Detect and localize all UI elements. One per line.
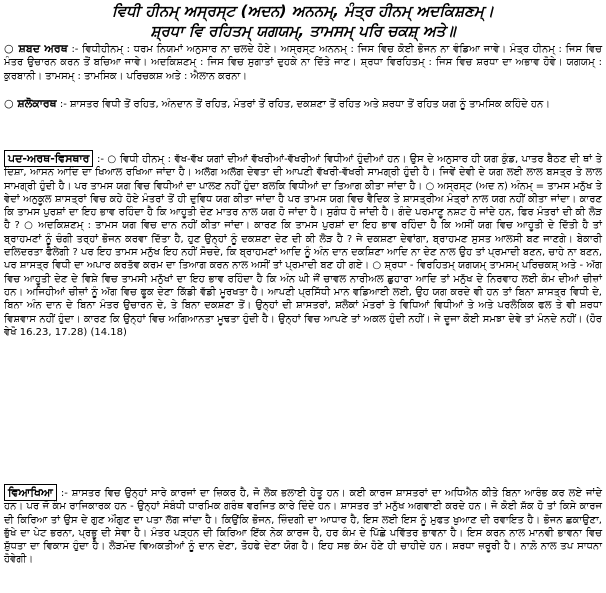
section-label-vyakhia: ਵਿਆਖਿਆ xyxy=(4,484,57,501)
shloka-line-1: ਵਿਧੀ ਹੀਨਮ੍ ਅਸ੍ਰਸ੍ਟ (ਅਦਨ) ਅਨਨਮ੍, ਮੰਤ੍ਰ ਹੀਨਮ੍ ਅਦਕਿਸ਼ਣਮ੍। xyxy=(111,2,494,20)
section-text-shlokarth: :- ਸ਼ਾਸਤਰ ਵਿਧੀ ਤੋਂ ਰਹਿਤ, ਅੰਨਦਾਨ ਤੋਂ ਰਹਿਤ, ਮੰਤਰਾਂ ਤੋਂ ਰਹਿਤ, ਦਕਸ਼ਣਾ ਤੋਂ ਰਹਿਤ ਅਤੇ ਸ਼ਰਧਾ ਤੋਂ ਰਹਿਤ ਯਗ ਨੂੰ ਤਾਮਸਿਕ ਕਹਿੰਦੇ ਹਨ। xyxy=(59,99,550,110)
section-text-vyakhia: :- ਸ਼ਾਸਤਰ ਵਿਚ ਉਨ੍ਹਾਂ ਸਾਰੇ ਕਾਰਜਾਂ ਦਾ ਜ਼ਿਕਰ ਹੈ, ਜੋ ਲੋਕ ਭਲਾਈ ਹੇਤੂ ਹਨ। ਕਈ ਕਾਰਜ ਸ਼ਾਸਤਰਾਂ ਦਾ ਅਧਿਐਨ ਕੀਤੇ ਬਿਨਾ ਆਰੰਭ ਕਰ ਲਏ ਜਾਂਦੇ ਹਨ। ਪਰ ਜੋ ਕੰਮ ਰਾਜਿਕਾਰਕ ਹਨ - ਉਨ੍ਹਾਂ ਸੰਬੰਧੀ ਧਾਰਮਿਕ ਗਰੰਥ ਵਰਜਿਤ ਕਾਰੇ ਦਿੰਦੇ ਹਨ। ਸ਼ਾਸਤਰ ਤਾਂ ਮਨੁੱਖ ਅਗਵਾਈ ਕਰਦੇ ਹਨ। ਜੋ ਕੋਈ ਸ਼ੱਕ ਹੋ ਤਾਂ ਕਿਸੇ ਕਾਰਜ ਦੀ ਕਿਰਿਆ ਤਾਂ ਉਸ ਦੇ ਗੁਣ ਔਗੁਣ ਦਾ ਪਤਾ ਲੱਗ ਜਾਂਦਾ ਹੈ। ਕਿਉਂਕਿ ਭੋਜਨ, ਜ਼ਿੰਦਗੀ ਦਾ ਆਧਾਰ ਹੈ, ਇਸ ਲਈ ਇਸ ਨੂੰ ਮੁਫਤ ਖੁਆਣ ਦੀ ਰਵਾਇਤ ਹੈ। ਭੋਜਨ ਛਕਾਉਣਾ, ਭੁੱਖੇ ਦਾ ਪੇਟ ਭਰਨਾ, ਪ੍ਰਭੂ ਦੀ ਸੇਵਾ ਹੈ। ਮੰਤਰ ਪੜ੍ਹਨ ਦੀ ਕਿਰਿਆ ਇੱਕ ਨੇਕ ਕਾਰਜ ਹੈ, ਹਰ ਕੰਮ ਦੇ ਪਿੱਛੇ ਪਵਿੱਤਰ ਭਾਵਨਾ ਹੈ। ਇਸ ਕਰਨ ਨਾਲ ਮਾਨਵੀ ਭਾਵਨਾ ਵਿਚ ਸ਼ੁੱਧਤਾ ਦਾ ਵਿਕਾਸ ਹੁੰਦਾ ਹੈ। ਲੋੜਮੰਦ ਵਿਅਕਤੀਆਂ ਨੂੰ ਦਾਨ ਦੇਣਾ, ਤੋਹਫੇ ਦੇਣਾ ਯੋਗ ਹੈ। ਇਹ ਸਭ ਕੰਮ ਹੋਣੇ ਹੀ ਚਾਹੀਦੇ ਹਨ। ਸ਼ਰਧਾ ਜ਼ਰੂਰੀ ਹੈ। ਨਾਲ਼ੋ ਨਾਲ ਤਪ ਸਾਧਨਾ ਹੋਵੇਗੀ। xyxy=(4,488,602,566)
section-shlokarth xyxy=(4,97,602,111)
section-text-shabad-arth: :- ਵਿਧੀਹੀਨਮ੍ : ਧਰਮ ਨਿਯਮਾਂ ਅਨੁਸਾਰ ਨਾ ਚਲਦੇ ਹੋਏ। ਅਸ੍ਰਸ੍ਟ ਅਨਨਮ੍ : ਜਿਸ ਵਿਚ ਕੋਈ ਭੋਜਨ ਨਾ ਵੰਡਿਆ ਜਾਵੇ। ਮੰਤ੍ਰ ਹੀਨਮ੍ : ਜਿਸ ਵਿਚ ਮੰਤਰ ਉਚਾਰਨ ਕਰਨ ਤੋਂ ਬਚਿਆ ਜਾਵੇ। ਅਦਕਿਸ਼ਣਮ੍ : ਜਿਸ ਵਿਚ ਸੁਗਾਤਾਂ ਦੁਹਕੇ ਨਾ ਦਿੱਤੇ ਜਾਣ। ਸ਼੍ਰਧਾ ਵਿਰਹਿਤਮ੍ : ਜਿਸ ਵਿਚ ਸ਼ਰਧਾ ਦਾ ਅਭਾਵ ਹੋਵੇ। ਯਗਯਮ੍ : ਕੁਰਬਾਨੀ। ਤਾਮਸਮ੍ : ਤਾਮਸਿਕ। ਪਰਿਚਕਸ਼ ਅਤੇ : ਐਲਾਨ ਕਰਨਾ। xyxy=(4,44,602,82)
section-vyakhia xyxy=(4,486,602,567)
shloka-line-2: ਸ਼੍ਰਧਾ ਵਿ ਰਹਿਤਮ੍ ਯਗਯਮ੍, ਤਾਮਸਮ੍ ਪਰਿ ਚਕਸ਼੍ ਅਤੇ॥ xyxy=(150,22,456,40)
section-label-pad-arth: ਪਦ-ਅਰਥ-ਵਿਸਥਾਰ xyxy=(4,150,93,167)
section-label-shlokarth: ○ ਸ਼ਲੋਕਾਰਥ xyxy=(4,97,57,110)
section-shabad-arth xyxy=(4,42,602,83)
section-text-pad-arth: :- ○ ਵਿਧੀ ਹੀਨਮ੍ : ਵੱਖ-ਵੱਖ ਯਗਾਂ ਦੀਆਂ ਵੱਖਰੀਆਂ-ਵੱਖਰੀਆਂ ਵਿਧੀਆਂ ਹੁੰਦੀਆਂ ਹਨ। ਉਸ ਦੇ ਅਨੁਸਾਰ ਹੀ ਯਗ ਕੁੰਡ, ਪਾਤਰ ਬੈਠਣ ਦੀ ਥਾਂ ਤੇ ਦਿਸ਼ਾ, ਆਸਨ ਆਦਿ ਦਾ ਖਿਆਲ ਰਖਿਆ ਜਾਂਦਾ ਹੈ। ਅਲੱਗ ਅਲੱਗ ਦੇਵਤਾ ਦੀ ਆਪਣੀ ਵੱਖਰੀ-ਵੱਖਰੀ ਸਾਮਗ੍ਰੀ ਹੁੰਦੀ ਹੈ। ਜਿਵੇਂ ਦੇਵੀ ਦੇ ਯਗ ਲਈ ਲਾਲ ਬਸਤ੍ਰ ਤੇ ਲਾਲ ਸਾਮਗ੍ਰੀ ਹੁੰਦੀ ਹੈ। ਪਰ ਤਾਮਸ ਯਗ ਵਿਚ ਵਿਧੀਆਂ ਦਾ ਪਾਲਣ ਨਹੀਂ ਹੁੰਦਾ ਬਲਕਿ ਵਿਧੀਆਂ ਦਾ ਤਿਆਗ ਕੀਤਾ ਜਾਂਦਾ ਹੈ। ○ ਅਸ੍ਰਸ੍ਟ (ਅਦ ਨ) ਅੰਨਮ੍ = ਤਾਮਸ ਮਨੁੱਖ ਤੇ ਵੇਦਾਂ ਅਨੁਕੂਲ ਸ਼ਾਸਤ੍ਰਾਂ ਵਿਚ ਕਹੇ ਹੋਏ ਮੰਤਰਾਂ ਤੋਂ ਹੀ ਦੁਵਿਧ ਯਗ ਕੀਤਾ ਜਾਂਦਾ ਹੈ ਪਰ ਤਾਮਸ ਯਗ ਵਿਚ ਵੈਦਿਕ ਤੇ ਸ਼ਾਸਤ੍ਰੀਅ ਮੰਤ੍ਰਾਂ ਨਾਲ ਯਗ ਨਹੀਂ ਕੀਤਾ ਜਾਂਦਾ। ਕਾਰਣ ਕਿ ਤਾਮਸ ਪੁਰਸ਼ਾਂ ਦਾ ਇਹ ਭਾਵ ਰਹਿੰਦਾ ਹੈ ਕਿ ਆਹੂਤੀ ਦੇਣ ਮਾਤਰ ਨਾਲ ਯਗ ਹੋ ਜਾਂਦਾ ਹੈ। ਸੁਗੰਧ ਹੋ ਜਾਂਦੀ ਹੈ। ਗੰਦੇ ਪਰਮਾਣੂ ਨਸ਼ਟ ਹੋ ਜਾਂਦੇ ਹਨ, ਫਿਰ ਮੰਤਰਾਂ ਦੀ ਕੀ ਲੋੜ ਹੈ ? ○ ਅਦਕਿਸ਼ਣਮ੍ : ਤਾਮਸ ਯਗ ਵਿਚ ਦਾਨ ਨਹੀਂ ਕੀਤਾ ਜਾਂਦਾ। ਕਾਰਣ ਕਿ ਤਾਮਸ ਪੁਰਸ਼ਾਂ ਦਾ ਇਹ ਭਾਵ ਰਹਿੰਦਾ ਹੈ ਕਿ ਅਸੀਂ ਯਗ ਵਿਚ ਆਹੂਤੀ ਦੇ ਦਿੱਤੀ ਹੈ ਤਾਂ ਬ੍ਰਾਹਮਣਾਂ ਨੂੰ ਚੰਗੀ ਤਰ੍ਹਾਂ ਭੋਜਨ ਕਰਵਾ ਦਿੱਤਾ ਹੈ, ਹੁਣ ਉਨ੍ਹਾਂ ਨੂੰ ਦਕਸ਼ਣਾ ਦੇਣ ਦੀ ਕੀ ਲੋੜ ਹੈ ? ਜੇ ਦਕਸ਼ਣਾ ਦੇਵਾਂਗਾ, ਬ੍ਰਾਹਮਣ ਸੁਸਤ ਆਲਸੀ ਬਣ ਜਾਣਗੇ। ਬੇਕਾਰੀ ਦਲਿਦਰਤਾ ਫੈਲੇਗੀ ? ਪਰ ਇਹ ਤਾਮਸ ਮਨੁੱਖ ਇਹ ਨਹੀਂ ਸੋਚਦੇ, ਕਿ ਬ੍ਰਾਹਮਣਾਂ ਆਦਿ ਨੂੰ ਅੰਨ ਦਾਨ ਦਕਸ਼ਿਣਾ ਆਦਿ ਨਾ ਦੇਣ ਨਾਲ ਉਹ ਤਾਂ ਪ੍ਰਮਾਦੀ ਬਣਨ, ਚਾਹੇ ਨਾ ਬਣਨ, ਪਰ ਸ਼ਾਸਤ੍ਰ ਵਿਧੀ ਦਾ ਅਪਾਰ ਕਰਤੱਵ ਕਰਮ ਦਾ ਤਿਆਗ ਕਰਨ ਨਾਲ ਅਸੀਂ ਤਾਂ ਪ੍ਰਮਾਦੀ ਬਣ ਹੀ ਗਏ। ○ ਸ਼੍ਰਧਾ - ਵਿਰਹਿਤਮ੍ ਯਗਯਮ੍ ਤਾਮਸਮ੍ ਪਰਿਚਕਸ਼੍ ਅਤੇ - ਅੱਗ ਵਿਚ ਆਹੂਤੀ ਦੇਣ ਦੇ ਵਿਸ਼ੇ ਵਿਚ ਤਾਮਸੀ ਮਨੁੱਖਾਂ ਦਾ ਇਹ ਭਾਵ ਰਹਿੰਦਾ ਹੈ ਕਿ ਅੰਨ ਘੀ ਜੌਂ ਚਾਵਲ ਨਾਰੀਅਲ ਛੁਹਾਰਾ ਆਦਿ ਤਾਂ ਮਨੁੱਖ ਦੇ ਨਿਰਵਾਹ ਲਈ ਕੰਮ ਦੀਆਂ ਚੀਜ਼ਾਂ ਹਨ। ਅਜਿਹੀਆਂ ਚੀਜ਼ਾਂ ਨੂੰ ਅੱਗ ਵਿਚ ਫੂਕ ਦੇਣਾ ਕਿੱਡੀ ਵੱਡੀ ਮੂਰਖਤਾ ਹੈ। ਆਪਣੀ ਪ੍ਰਸਿੱਧੀ ਮਾਨ ਵਡਿਆਈ ਲਈ, ਉਹ ਯਗ ਕਰਦੇ ਵੀ ਹਨ ਤਾਂ ਬਿਨਾ ਸ਼ਾਸਤ੍ਰ ਵਿਧੀ ਦੇ, ਬਿਨਾ ਅੰਨ ਦਾਨ ਦੇ ਬਿਨਾ ਮੰਤਰ ਉਚਾਰਨ ਦੇ, ਤੇ ਬਿਨਾ ਦਕਸ਼ਣਾ ਤੋਂ। ਉਨ੍ਹਾਂ ਦੀ ਸ਼ਾਸਤਰਾਂ, ਸ਼ਲੋਕਾਂ ਮੰਤਰਾਂ ਤੇ ਵਿਧਿਆਂ ਵਿਧੀਆਂ ਤੇ ਅਤੇ ਪਰਲੋਕਿਕ ਫਲ ਤੇ ਵੀ ਸ਼ਰਧਾ ਵਿਸ਼ਵਾਸ ਨਹੀਂ ਹੁੰਦਾ। ਕਾਰਣ ਕਿ ਉਨ੍ਹਾਂ ਵਿਚ ਅਗਿਆਨਤਾ ਮੂਢਤਾ ਹੁੰਦੀ ਹੈ। ਉਨ੍ਹਾਂ ਵਿਚ ਆਪਣੇ ਤਾਂ ਅਕਲ ਹੁੰਦੀ ਨਹੀਂ। ਜੇ ਦੂਜਾ ਕੋਈ ਸਮਝਾ ਦੇਵੇ ਤਾਂ ਮੰਨਦੇ ਨਹੀਂ। (ਹੋਰ ਵੇਖੋ 16.23, 17.28) (14.18) xyxy=(4,154,602,338)
section-label-shabad-arth: ○ ਸ਼ਬਦ ਅਰਥ xyxy=(4,42,68,55)
section-pad-arth xyxy=(4,152,602,339)
